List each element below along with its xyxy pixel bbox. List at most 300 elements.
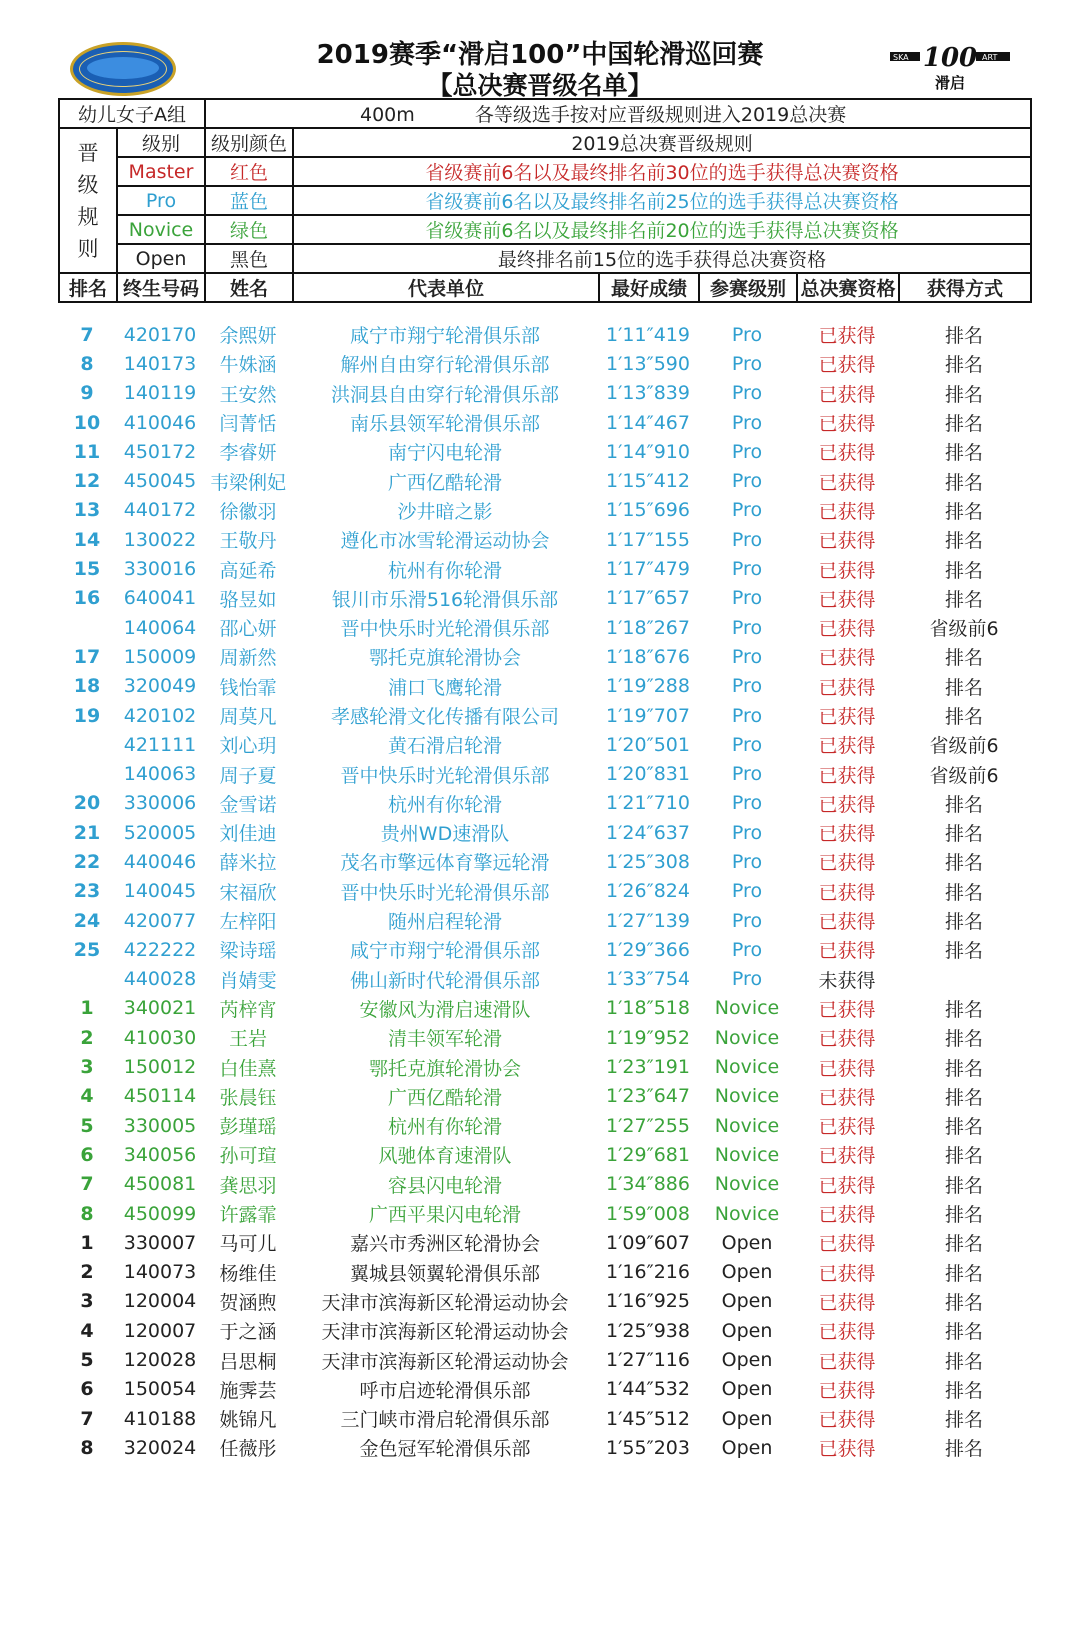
level-cell: Pro xyxy=(731,382,763,405)
method-cell: 排名 xyxy=(944,706,983,728)
method-cell: 排名 xyxy=(944,1174,983,1197)
rank-cell: 25 xyxy=(73,938,101,961)
time-cell: 1′34″886 xyxy=(606,1173,690,1196)
club-cell: 贵州WD速滑队 xyxy=(380,823,510,846)
method-cell: 排名 xyxy=(944,1145,983,1168)
club-cell: 南宁闪电轮滑 xyxy=(387,442,502,465)
time-cell: 1′17″479 xyxy=(606,558,690,581)
rule-level: Open xyxy=(117,244,205,273)
method-cell: 排名 xyxy=(944,1057,983,1080)
method-cell: 排名 xyxy=(944,852,983,875)
name-cell: 邵心妍 xyxy=(219,618,277,641)
table-row xyxy=(58,1345,1030,1374)
table-row xyxy=(58,496,1030,525)
name-cell: 白佳熹 xyxy=(219,1057,277,1080)
level-cell: Pro xyxy=(731,352,763,375)
qualification-cell: 未获得 xyxy=(818,969,876,992)
id-cell: 450045 xyxy=(123,470,197,493)
level-cell: Pro xyxy=(731,323,763,346)
name-cell: 张晨钰 xyxy=(219,1086,277,1109)
group-distance: 400m xyxy=(360,104,415,126)
level-cell: Pro xyxy=(731,645,763,668)
table-row xyxy=(58,1258,1030,1287)
time-cell: 1′14″467 xyxy=(606,411,690,434)
club-cell: 广西亿酷轮滑 xyxy=(387,1086,502,1109)
id-cell: 140045 xyxy=(123,880,197,903)
time-cell: 1′55″203 xyxy=(606,1436,690,1459)
level-cell: Open xyxy=(721,1290,773,1313)
id-cell: 520005 xyxy=(123,821,197,844)
method-cell: 排名 xyxy=(944,676,983,699)
col-header: 总决赛资格 xyxy=(797,273,899,302)
qualification-cell: 已获得 xyxy=(818,823,876,846)
rule-level: Novice xyxy=(117,215,205,244)
qualification-cell: 已获得 xyxy=(818,354,876,377)
level-cell: Novice xyxy=(714,1085,780,1108)
club-cell: 晋中快乐时光轮滑俱乐部 xyxy=(340,618,550,641)
level-cell: Open xyxy=(721,1261,773,1284)
club-cell: 风驰体育速滑队 xyxy=(378,1145,512,1168)
name-cell: 左梓阳 xyxy=(219,911,277,934)
rank-cell: 20 xyxy=(73,792,101,815)
method-cell: 排名 xyxy=(944,442,983,465)
time-cell: 1′18″518 xyxy=(606,997,690,1020)
time-cell: 1′26″824 xyxy=(606,880,690,903)
name-cell: 钱怡霏 xyxy=(219,676,277,699)
method-cell: 排名 xyxy=(944,911,983,934)
rank-cell xyxy=(58,965,116,994)
method-cell: 省级前6 xyxy=(929,764,999,787)
rule-row-novice xyxy=(59,215,1031,244)
qualification-cell: 已获得 xyxy=(818,1438,876,1461)
club-cell: 解州自由穿行轮滑俱乐部 xyxy=(340,354,550,377)
time-cell: 1′15″696 xyxy=(606,499,690,522)
time-cell: 1′18″676 xyxy=(606,645,690,668)
qualification-cell: 已获得 xyxy=(818,1379,876,1402)
id-cell: 422222 xyxy=(123,938,197,961)
method-cell: 排名 xyxy=(944,1116,983,1139)
club-cell: 金色冠军轮滑俱乐部 xyxy=(359,1438,531,1461)
qualification-cell: 已获得 xyxy=(818,1233,876,1256)
table-row xyxy=(58,1433,1030,1462)
rank-cell: 11 xyxy=(73,440,101,463)
level-cell: Pro xyxy=(731,675,763,698)
qualification-cell: 已获得 xyxy=(818,647,876,670)
rule-row-pro xyxy=(59,186,1031,215)
level-cell: Novice xyxy=(714,1202,780,1225)
time-cell: 1′27″116 xyxy=(606,1349,690,1372)
time-cell: 1′23″191 xyxy=(606,1056,690,1079)
id-cell: 330005 xyxy=(123,1114,197,1137)
club-cell: 随州启程轮滑 xyxy=(387,911,502,934)
table-row xyxy=(58,1404,1030,1433)
rank-cell xyxy=(58,613,116,642)
club-cell: 黄石滑启轮滑 xyxy=(387,735,502,758)
level-cell: Pro xyxy=(731,704,763,727)
time-cell: 1′23″647 xyxy=(606,1085,690,1108)
col-header: 代表单位 xyxy=(293,273,599,302)
level-cell: Pro xyxy=(731,850,763,873)
id-cell: 340056 xyxy=(123,1143,197,1166)
qualification-cell: 已获得 xyxy=(818,676,876,699)
table-row xyxy=(58,701,1030,730)
id-cell: 320049 xyxy=(123,675,197,698)
rule-row-open xyxy=(59,244,1031,273)
time-cell: 1′19″952 xyxy=(606,1026,690,1049)
logo-caption: 滑启 xyxy=(934,74,966,92)
method-cell: 排名 xyxy=(944,1321,983,1344)
level-cell: Open xyxy=(721,1319,773,1342)
club-cell: 沙井暗之影 xyxy=(397,500,493,523)
qualification-cell: 已获得 xyxy=(818,764,876,787)
rank-cell: 7 xyxy=(80,1173,94,1196)
name-cell: 马可儿 xyxy=(219,1233,277,1256)
club-cell: 容县闪电轮滑 xyxy=(387,1174,502,1197)
id-cell: 450114 xyxy=(123,1085,197,1108)
name-cell: 刘心玥 xyxy=(219,735,277,758)
club-cell: 鄂托克旗轮滑协会 xyxy=(368,647,521,670)
level-cell: Novice xyxy=(714,997,780,1020)
level-cell: Pro xyxy=(731,938,763,961)
method-cell: 排名 xyxy=(944,1204,983,1227)
page-subtitle: 【总决赛晋级名单】 xyxy=(427,71,653,100)
name-cell: 施霁芸 xyxy=(219,1379,277,1402)
name-cell: 任薇彤 xyxy=(219,1438,277,1461)
rank-cell: 4 xyxy=(80,1319,94,1342)
rank-cell: 23 xyxy=(73,880,101,903)
rank-cell: 5 xyxy=(80,1349,94,1372)
col-header: 排名 xyxy=(59,273,117,302)
name-cell: 薛米拉 xyxy=(219,852,277,875)
rank-cell: 19 xyxy=(73,704,101,727)
club-cell: 鄂托克旗轮滑协会 xyxy=(368,1057,521,1080)
level-cell: Pro xyxy=(731,821,763,844)
method-cell: 排名 xyxy=(944,998,983,1021)
time-cell: 1′13″839 xyxy=(606,382,690,405)
side-char: 规 xyxy=(77,204,99,229)
qualification-cell: 已获得 xyxy=(818,559,876,582)
time-cell: 1′15″412 xyxy=(606,470,690,493)
rank-cell: 17 xyxy=(73,645,101,668)
method-cell: 排名 xyxy=(944,793,983,816)
id-cell: 330016 xyxy=(123,558,197,581)
name-cell: 吕思桐 xyxy=(219,1350,277,1373)
id-cell: 120028 xyxy=(123,1349,197,1372)
id-cell: 410030 xyxy=(123,1026,197,1049)
club-cell: 嘉兴市秀洲区轮滑协会 xyxy=(349,1233,540,1256)
rank-cell: 8 xyxy=(80,1436,94,1459)
method-cell: 排名 xyxy=(944,588,983,611)
id-cell: 440046 xyxy=(123,850,197,873)
rank-cell: 8 xyxy=(80,352,94,375)
table-row xyxy=(58,466,1030,495)
qualification-cell: 已获得 xyxy=(818,793,876,816)
id-cell: 140073 xyxy=(123,1261,197,1284)
rank-cell: 1 xyxy=(80,997,94,1020)
qualification-cell: 已获得 xyxy=(818,1057,876,1080)
rank-cell: 16 xyxy=(73,587,101,610)
name-cell: 彭瑾瑶 xyxy=(219,1116,277,1139)
level-cell: Pro xyxy=(731,587,763,610)
name-cell: 王敬丹 xyxy=(219,530,277,553)
results-table xyxy=(58,320,1030,1463)
qualification-cell: 已获得 xyxy=(818,1409,876,1432)
qualification-cell: 已获得 xyxy=(818,1204,876,1227)
id-cell: 450081 xyxy=(123,1173,197,1196)
rank-cell: 22 xyxy=(73,850,101,873)
rank-cell: 6 xyxy=(80,1143,94,1166)
table-row xyxy=(58,818,1030,847)
time-cell: 1′16″216 xyxy=(606,1261,690,1284)
rank-cell xyxy=(58,730,116,759)
qualification-cell: 已获得 xyxy=(818,530,876,553)
rules-table xyxy=(58,98,1032,303)
col-header: 终生号码 xyxy=(117,273,205,302)
level-cell: Open xyxy=(721,1349,773,1372)
club-cell: 佛山新时代轮滑俱乐部 xyxy=(349,969,540,992)
name-cell: 梁诗瑶 xyxy=(219,940,277,963)
id-cell: 140173 xyxy=(123,352,197,375)
qualification-cell: 已获得 xyxy=(818,1291,876,1314)
rule-text: 省级赛前6名以及最终排名前25位的选手获得总决赛资格 xyxy=(293,186,1031,215)
level-cell: Novice xyxy=(714,1056,780,1079)
table-row xyxy=(58,1287,1030,1316)
level-cell: Novice xyxy=(714,1026,780,1049)
table-row xyxy=(58,672,1030,701)
side-char: 级 xyxy=(77,172,99,197)
col-rule: 2019总决赛晋级规则 xyxy=(293,128,1031,157)
level-cell: Open xyxy=(721,1407,773,1430)
rank-cell: 10 xyxy=(73,411,101,434)
rule-color: 蓝色 xyxy=(205,186,293,215)
club-cell: 浦口飞鹰轮滑 xyxy=(387,676,502,699)
level-cell: Pro xyxy=(731,411,763,434)
name-cell: 刘佳迪 xyxy=(219,823,277,846)
name-cell: 肖婧雯 xyxy=(219,969,277,992)
table-row xyxy=(58,847,1030,876)
club-cell: 广西平果闪电轮滑 xyxy=(368,1204,521,1227)
qualification-cell: 已获得 xyxy=(818,383,876,406)
table-row xyxy=(58,1170,1030,1199)
club-cell: 晋中快乐时光轮滑俱乐部 xyxy=(340,881,550,904)
table-row xyxy=(58,1140,1030,1169)
method-cell: 排名 xyxy=(944,1262,983,1285)
time-cell: 1′09″607 xyxy=(606,1231,690,1254)
level-cell: Pro xyxy=(731,499,763,522)
rank-cell: 7 xyxy=(80,323,94,346)
time-cell: 1′11″419 xyxy=(606,323,690,346)
qualification-cell: 已获得 xyxy=(818,1145,876,1168)
table-row xyxy=(58,379,1030,408)
rule-color: 红色 xyxy=(205,157,293,186)
group-row xyxy=(59,99,1031,128)
table-row xyxy=(58,994,1030,1023)
time-cell: 1′29″366 xyxy=(606,938,690,961)
side-char: 则 xyxy=(77,236,99,261)
club-cell: 杭州有你轮滑 xyxy=(387,559,502,582)
method-cell: 排名 xyxy=(944,559,983,582)
table-row xyxy=(58,1316,1030,1345)
table-row xyxy=(58,789,1030,818)
method-cell: 排名 xyxy=(944,530,983,553)
name-cell: 徐徽羽 xyxy=(219,500,277,523)
club-cell: 茂名市擎远体育擎远轮滑 xyxy=(340,852,550,875)
level-cell: Pro xyxy=(731,440,763,463)
rule-color: 绿色 xyxy=(205,215,293,244)
level-cell: Novice xyxy=(714,1173,780,1196)
table-row xyxy=(58,1375,1030,1404)
name-cell: 许露霏 xyxy=(219,1204,277,1227)
club-cell: 晋中快乐时光轮滑俱乐部 xyxy=(340,764,550,787)
id-cell: 120007 xyxy=(123,1319,197,1342)
table-row xyxy=(58,1082,1030,1111)
group-name: 幼儿女子A组 xyxy=(59,99,205,128)
id-cell: 440172 xyxy=(123,499,197,522)
time-cell: 1′24″637 xyxy=(606,821,690,844)
level-cell: Novice xyxy=(714,1114,780,1137)
time-cell: 1′16″925 xyxy=(606,1290,690,1313)
time-cell: 1′29″681 xyxy=(606,1143,690,1166)
rank-cell: 15 xyxy=(73,558,101,581)
time-cell: 1′14″910 xyxy=(606,440,690,463)
id-cell: 420102 xyxy=(123,704,197,727)
qualification-cell: 已获得 xyxy=(818,413,876,436)
time-cell: 1′27″255 xyxy=(606,1114,690,1137)
name-cell: 芮梓宵 xyxy=(219,998,277,1021)
club-cell: 翼城县领翼轮滑俱乐部 xyxy=(349,1262,540,1285)
side-char: 晋 xyxy=(77,140,99,165)
name-cell: 王岩 xyxy=(228,1028,267,1051)
name-cell: 宋福欣 xyxy=(219,881,277,904)
rule-level: Master xyxy=(117,157,205,186)
col-color: 级别颜色 xyxy=(205,128,293,157)
method-cell: 排名 xyxy=(944,823,983,846)
col-header: 最好成绩 xyxy=(599,273,699,302)
qualification-cell: 已获得 xyxy=(818,1028,876,1051)
id-cell: 140064 xyxy=(123,616,197,639)
level-cell: Pro xyxy=(731,792,763,815)
id-cell: 421111 xyxy=(123,733,197,756)
time-cell: 1′27″139 xyxy=(606,909,690,932)
page-header xyxy=(0,0,1080,100)
level-cell: Pro xyxy=(731,616,763,639)
id-cell: 340021 xyxy=(123,997,197,1020)
rule-color: 黑色 xyxy=(205,244,293,273)
time-cell: 1′20″831 xyxy=(606,763,690,786)
id-cell: 420077 xyxy=(123,909,197,932)
club-cell: 洪洞县自由穿行轮滑俱乐部 xyxy=(330,383,559,406)
table-row xyxy=(58,1199,1030,1228)
table-row xyxy=(58,349,1030,378)
method-cell: 省级前6 xyxy=(929,618,999,641)
id-cell: 130022 xyxy=(123,528,197,551)
time-cell: 1′21″710 xyxy=(606,792,690,815)
name-cell: 高延希 xyxy=(219,559,277,582)
club-cell: 天津市滨海新区轮滑运动协会 xyxy=(321,1321,569,1344)
rule-text: 省级赛前6名以及最终排名前20位的选手获得总决赛资格 xyxy=(293,215,1031,244)
club-cell: 安徽风为滑启速滑队 xyxy=(359,998,531,1021)
group-info xyxy=(205,99,1031,128)
club-cell: 杭州有你轮滑 xyxy=(387,793,502,816)
rank-cell: 18 xyxy=(73,675,101,698)
club-cell: 孝感轮滑文化传播有限公司 xyxy=(330,706,559,728)
rank-cell: 2 xyxy=(80,1026,94,1049)
id-cell: 150054 xyxy=(123,1378,197,1401)
qualification-cell: 已获得 xyxy=(818,500,876,523)
rules-header-row xyxy=(59,128,1031,157)
method-cell xyxy=(898,965,1030,994)
name-cell: 李睿妍 xyxy=(219,442,277,465)
level-cell: Pro xyxy=(731,733,763,756)
name-cell: 周新然 xyxy=(219,647,277,670)
table-row xyxy=(58,1023,1030,1052)
qualification-cell: 已获得 xyxy=(818,1321,876,1344)
method-cell: 排名 xyxy=(944,1409,983,1432)
rank-cell: 4 xyxy=(80,1085,94,1108)
rank-cell: 1 xyxy=(80,1231,94,1254)
name-cell: 王安然 xyxy=(219,383,277,406)
club-cell: 咸宁市翔宁轮滑俱乐部 xyxy=(349,325,540,348)
level-cell: Pro xyxy=(731,763,763,786)
table-row xyxy=(58,730,1030,759)
logo-number: 100 xyxy=(922,43,978,73)
name-cell: 周子夏 xyxy=(219,764,277,787)
qualification-cell: 已获得 xyxy=(818,471,876,494)
level-cell: Open xyxy=(721,1231,773,1254)
level-cell: Novice xyxy=(714,1143,780,1166)
method-cell: 排名 xyxy=(944,1350,983,1373)
name-cell: 龚思羽 xyxy=(219,1174,277,1197)
method-cell: 排名 xyxy=(944,471,983,494)
table-row xyxy=(58,320,1030,349)
id-cell: 120004 xyxy=(123,1290,197,1313)
col-level: 级别 xyxy=(117,128,205,157)
id-cell: 640041 xyxy=(123,587,197,610)
qualification-cell: 已获得 xyxy=(818,588,876,611)
club-cell: 天津市滨海新区轮滑运动协会 xyxy=(321,1291,569,1314)
rules-side-label xyxy=(59,128,117,273)
id-cell: 410188 xyxy=(123,1407,197,1430)
id-cell: 150009 xyxy=(123,645,197,668)
col-header: 参赛级别 xyxy=(699,273,797,302)
method-cell: 排名 xyxy=(944,881,983,904)
name-cell: 周莫凡 xyxy=(219,706,277,728)
method-cell: 排名 xyxy=(944,383,983,406)
level-cell: Pro xyxy=(731,968,763,991)
col-header: 姓名 xyxy=(205,273,293,302)
qualification-cell: 已获得 xyxy=(818,1350,876,1373)
club-cell: 杭州有你轮滑 xyxy=(387,1116,502,1139)
qualification-cell: 已获得 xyxy=(818,325,876,348)
club-cell: 呼市启迹轮滑俱乐部 xyxy=(359,1379,531,1402)
method-cell: 排名 xyxy=(944,1086,983,1109)
table-row xyxy=(58,759,1030,788)
rank-cell: 3 xyxy=(80,1290,94,1313)
id-cell: 150012 xyxy=(123,1056,197,1079)
method-cell: 排名 xyxy=(944,500,983,523)
time-cell: 1′45″512 xyxy=(606,1407,690,1430)
table-row xyxy=(58,437,1030,466)
table-row xyxy=(58,965,1030,994)
table-row xyxy=(58,525,1030,554)
logo-text-ska: SKA xyxy=(893,53,909,62)
group-note: 各等级选手按对应晋级规则进入2019总决赛 xyxy=(474,104,847,126)
table-row xyxy=(58,642,1030,671)
method-cell: 排名 xyxy=(944,354,983,377)
name-cell: 韦梁俐妃 xyxy=(209,471,286,494)
qualification-cell: 已获得 xyxy=(818,735,876,758)
qualification-cell: 已获得 xyxy=(818,911,876,934)
